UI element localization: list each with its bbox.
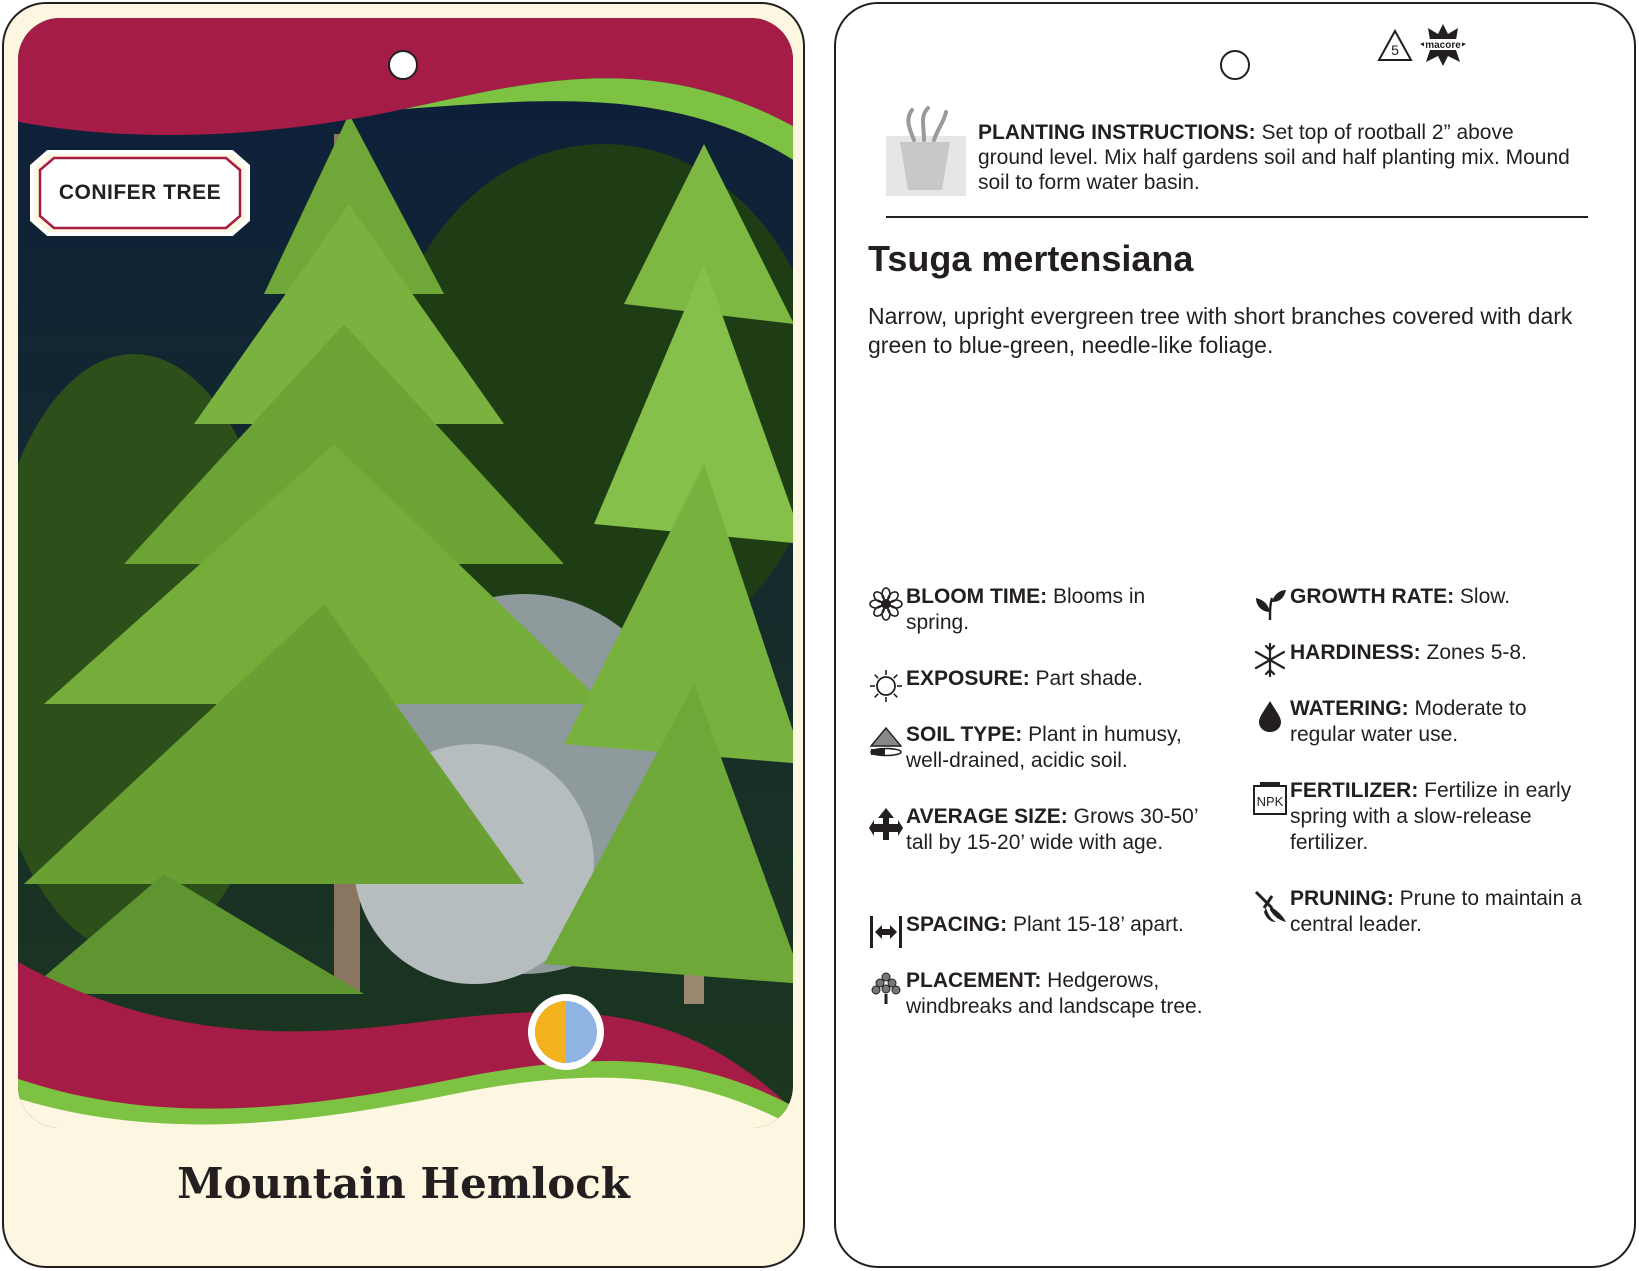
npk-icon	[1252, 780, 1288, 816]
placement-icon	[868, 970, 904, 1006]
attr-hardiness: HARDINESS: Zones 5-8.	[1252, 640, 1592, 666]
attr-pruning: PRUNING: Prune to maintain a central leader.	[1252, 886, 1592, 938]
botanical-name: Tsuga mertensiana	[868, 238, 1194, 279]
category-badge: CONIFER TREE	[58, 181, 222, 204]
macore-logo	[1418, 22, 1468, 68]
common-name: Mountain Hemlock	[177, 1159, 630, 1208]
planting-instructions	[884, 106, 1584, 214]
attr-spacing: SPACING: Plant 15-18’ apart.	[868, 912, 1208, 938]
attr-growth-rate: GROWTH RATE: Slow.	[1252, 584, 1592, 610]
recycle-5-icon	[1376, 28, 1414, 64]
hang-hole	[388, 50, 418, 80]
size-arrows-icon	[868, 806, 904, 842]
svg-text:5: 5	[1391, 42, 1399, 58]
snowflake-icon	[1252, 642, 1288, 678]
svg-text:macore: macore	[1425, 40, 1461, 51]
planting-label: PLANTING INSTRUCTIONS:	[978, 121, 1256, 144]
sun-icon	[868, 668, 904, 704]
water-drop-icon	[1252, 698, 1288, 734]
attr-average-size: AVERAGE SIZE: Grows 30-50’ tall by 15-20’ wide with age.	[868, 804, 1208, 856]
potted-plant-icon	[884, 106, 970, 198]
spacing-icon	[868, 914, 904, 950]
pruners-icon	[1252, 888, 1288, 924]
back-tag	[834, 2, 1636, 1268]
attr-soil-type: SOIL TYPE: Plant in humusy, well-drained, acidic soil.	[868, 722, 1208, 774]
front-tag	[2, 2, 805, 1268]
hang-hole	[1220, 50, 1250, 80]
svg-text:NPK: NPK	[1256, 794, 1284, 809]
attr-placement: PLACEMENT: Hedgerows, windbreaks and landscape tree.	[868, 968, 1208, 1020]
flower-icon	[868, 586, 904, 622]
attr-fertilizer: NPK FERTILIZER: Fertilize in early spring with a slow-release fertilizer.	[1252, 778, 1592, 856]
planting-text: Set top of rootball 2” above ground level. Mix half gardens soil and half planting mix. Mound soil to form water basin.	[978, 121, 1570, 194]
plant-description: Narrow, upright evergreen tree with short branches covered with dark green to blue-green, needle-like foliage.	[868, 303, 1573, 358]
sprout-icon	[1252, 586, 1288, 622]
soil-icon	[868, 724, 904, 760]
attr-bloom-time: BLOOM TIME: Blooms in spring.	[868, 584, 1208, 636]
part-shade-icon	[526, 992, 606, 1072]
attr-exposure: EXPOSURE: Part shade.	[868, 666, 1208, 692]
divider	[886, 216, 1588, 218]
attr-watering: WATERING: Moderate to regular water use.	[1252, 696, 1592, 748]
